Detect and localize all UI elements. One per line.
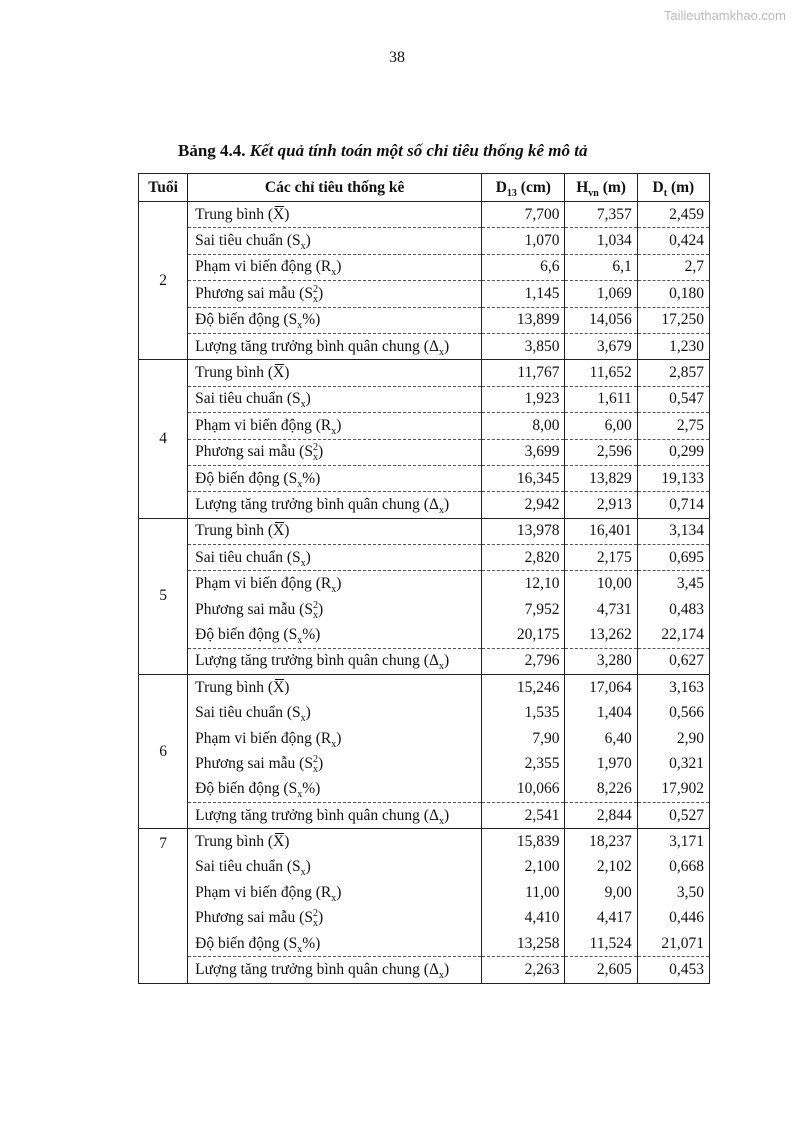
value-dt: 3,45 — [637, 571, 709, 597]
value-d13: 7,700 — [482, 202, 565, 228]
age-cell: 4 — [139, 360, 188, 518]
table-row — [139, 957, 710, 983]
value-hvn: 3,679 — [565, 333, 637, 359]
table-row — [139, 307, 710, 333]
stat-label: Độ biến động $(S_x\%)$ — [188, 777, 482, 803]
caption-label: Bảng 4.4 — [178, 141, 242, 160]
stat-label: Độ biến động $(S_x\%)$ — [188, 465, 482, 491]
value-dt: 2,75 — [637, 413, 709, 439]
header-d13: $D_{13}$ (cm) — [482, 174, 565, 202]
value-d13: 13,899 — [482, 307, 565, 333]
table-row — [139, 648, 710, 674]
table-row — [139, 571, 710, 597]
stat-label: Phương sai mẫu $(S^2_x)$ — [188, 439, 482, 465]
value-d13: 20,175 — [482, 622, 565, 648]
value-d13: 1,923 — [482, 386, 565, 412]
table-row — [139, 254, 710, 280]
table-row — [139, 751, 710, 776]
age-cell: 6 — [139, 675, 188, 829]
value-d13: 13,258 — [482, 931, 565, 957]
value-hvn: 2,844 — [565, 802, 637, 828]
value-dt: 0,547 — [637, 386, 709, 412]
value-hvn: 6,00 — [565, 413, 637, 439]
table-row — [139, 439, 710, 465]
value-d13: 7,952 — [482, 597, 565, 622]
age-group-6 — [139, 675, 710, 829]
age-cell: 5 — [139, 518, 188, 674]
value-dt: 0,453 — [637, 957, 709, 983]
table-row — [139, 777, 710, 803]
stat-label: Phạm vi biến động $(R_x)$ — [188, 571, 482, 597]
statistics-table — [138, 173, 710, 984]
x-bar-symbol: X — [272, 833, 285, 851]
age-group-5 — [139, 518, 710, 674]
value-dt: 19,133 — [637, 465, 709, 491]
value-hvn: 7,357 — [565, 202, 637, 228]
stat-label: Độ biến động $(S_x\%)$ — [188, 307, 482, 333]
value-dt: 1,230 — [637, 333, 709, 359]
stat-label: Phương sai mẫu $(S^2_x)$ — [188, 597, 482, 622]
stat-label: Lượng tăng trưởng bình quân chung $(\Delta_x)$ — [188, 802, 482, 828]
value-hvn: 16,401 — [565, 518, 637, 544]
value-d13: 2,942 — [482, 492, 565, 518]
stat-label: Lượng tăng trưởng bình quân chung $(\Delta_x)$ — [188, 492, 482, 518]
header-age: Tuổi — [139, 174, 188, 202]
value-dt: 0,566 — [637, 700, 709, 725]
value-hvn: 3,280 — [565, 648, 637, 674]
value-hvn: 9,00 — [565, 880, 637, 905]
value-hvn: 11,652 — [565, 360, 637, 386]
value-d13: 1,145 — [482, 281, 565, 307]
value-dt: 0,695 — [637, 545, 709, 571]
table-row — [139, 700, 710, 725]
page-number: 38 — [389, 49, 405, 66]
value-hvn: 8,226 — [565, 777, 637, 803]
table-row — [139, 726, 710, 751]
value-d13: 8,00 — [482, 413, 565, 439]
value-dt: 0,714 — [637, 492, 709, 518]
value-dt: 0,424 — [637, 228, 709, 254]
x-bar-symbol: X — [272, 205, 285, 223]
stat-label: Trung bình (X) — [188, 518, 482, 544]
age-cell: 7 — [139, 829, 188, 983]
value-hvn: 13,829 — [565, 465, 637, 491]
stat-label: Độ biến động $(S_x\%)$ — [188, 622, 482, 648]
stat-label: Sai tiêu chuẩn $(S_x)$ — [188, 545, 482, 571]
value-hvn: 1,611 — [565, 386, 637, 412]
value-dt: 2,90 — [637, 726, 709, 751]
value-hvn: 18,237 — [565, 829, 637, 855]
value-dt: 2,7 — [637, 254, 709, 280]
value-d13: 2,820 — [482, 545, 565, 571]
value-d13: 15,839 — [482, 829, 565, 855]
x-bar-symbol: X — [272, 678, 285, 696]
table-row — [139, 931, 710, 957]
table-row — [139, 545, 710, 571]
stat-label: Sai tiêu chuẩn $(S_x)$ — [188, 855, 482, 880]
value-hvn: 14,056 — [565, 307, 637, 333]
value-hvn: 1,404 — [565, 700, 637, 725]
value-d13: 6,6 — [482, 254, 565, 280]
value-dt: 17,250 — [637, 307, 709, 333]
value-d13: 15,246 — [482, 675, 565, 701]
stat-label: Sai tiêu chuẩn $(S_x)$ — [188, 700, 482, 725]
value-d13: 4,410 — [482, 906, 565, 931]
value-dt: 2,459 — [637, 202, 709, 228]
value-dt: 3,50 — [637, 880, 709, 905]
table-row — [139, 360, 710, 386]
stat-label: Độ biến động $(S_x\%)$ — [188, 931, 482, 957]
value-d13: 2,263 — [482, 957, 565, 983]
value-hvn: 11,524 — [565, 931, 637, 957]
value-hvn: 13,262 — [565, 622, 637, 648]
value-hvn: 6,1 — [565, 254, 637, 280]
age-group-4 — [139, 360, 710, 518]
stat-label: Lượng tăng trưởng bình quân chung $(\Delta_x)$ — [188, 648, 482, 674]
value-d13: 1,535 — [482, 700, 565, 725]
stat-label: Sai tiêu chuẩn $(S_x)$ — [188, 228, 482, 254]
caption-title: Kết quả tính toán một số chỉ tiêu thống kê mô tả — [249, 141, 588, 160]
header-dt: $D_t$ (m) — [637, 174, 709, 202]
value-d13: 3,699 — [482, 439, 565, 465]
value-dt: 0,668 — [637, 855, 709, 880]
table-row — [139, 906, 710, 931]
age-group-7 — [139, 829, 710, 983]
value-dt: 0,299 — [637, 439, 709, 465]
stat-label: Phạm vi biến động $(R_x)$ — [188, 880, 482, 905]
table-row — [139, 202, 710, 228]
value-dt: 3,163 — [637, 675, 709, 701]
value-d13: 3,850 — [482, 333, 565, 359]
stat-label: Phương sai mẫu $(S^2_x)$ — [188, 281, 482, 307]
value-d13: 2,100 — [482, 855, 565, 880]
value-d13: 10,066 — [482, 777, 565, 803]
stat-label: Lượng tăng trưởng bình quân chung $(\Delta_x)$ — [188, 957, 482, 983]
table-row — [139, 675, 710, 701]
value-d13: 12,10 — [482, 571, 565, 597]
table-row — [139, 228, 710, 254]
stat-label: Trung bình (X) — [188, 675, 482, 701]
header-stat: Các chỉ tiêu thống kê — [188, 174, 482, 202]
table-row — [139, 492, 710, 518]
stat-label: Phạm vi biến động $(R_x)$ — [188, 726, 482, 751]
value-hvn: 1,034 — [565, 228, 637, 254]
stat-label: Phương sai mẫu $(S^2_x)$ — [188, 906, 482, 931]
table-row — [139, 465, 710, 491]
table-row — [139, 281, 710, 307]
age-cell: 2 — [139, 202, 188, 360]
value-dt: 0,483 — [637, 597, 709, 622]
value-d13: 2,355 — [482, 751, 565, 776]
value-d13: 7,90 — [482, 726, 565, 751]
value-d13: 2,541 — [482, 802, 565, 828]
table-row — [139, 802, 710, 828]
value-dt: 3,171 — [637, 829, 709, 855]
table-caption — [178, 141, 588, 161]
stat-label: Trung bình (X) — [188, 360, 482, 386]
table-row — [139, 622, 710, 648]
value-hvn: 10,00 — [565, 571, 637, 597]
value-dt: 0,180 — [637, 281, 709, 307]
value-d13: 11,767 — [482, 360, 565, 386]
value-hvn: 4,417 — [565, 906, 637, 931]
table-row — [139, 880, 710, 905]
value-dt: 17,902 — [637, 777, 709, 803]
value-hvn: 4,731 — [565, 597, 637, 622]
table-row — [139, 855, 710, 880]
value-hvn: 1,069 — [565, 281, 637, 307]
caption-separator: . — [241, 141, 250, 160]
value-d13: 13,978 — [482, 518, 565, 544]
table-row — [139, 518, 710, 544]
x-bar-symbol: X — [272, 522, 285, 540]
table-row — [139, 386, 710, 412]
value-hvn: 1,970 — [565, 751, 637, 776]
value-d13: 16,345 — [482, 465, 565, 491]
stat-label: Trung bình (X) — [188, 829, 482, 855]
stat-label: Phạm vi biến động $(R_x)$ — [188, 254, 482, 280]
stat-label: Trung bình (X) — [188, 202, 482, 228]
value-dt: 2,857 — [637, 360, 709, 386]
watermark-text: Tailieuthamkhao.com — [663, 8, 786, 23]
header-hvn: $H_{vn}$ (m) — [565, 174, 637, 202]
value-dt: 0,627 — [637, 648, 709, 674]
table-header-row — [139, 174, 710, 202]
value-dt: 0,321 — [637, 751, 709, 776]
value-hvn: 2,913 — [565, 492, 637, 518]
value-dt: 3,134 — [637, 518, 709, 544]
value-d13: 2,796 — [482, 648, 565, 674]
value-d13: 1,070 — [482, 228, 565, 254]
value-hvn: 17,064 — [565, 675, 637, 701]
table-row — [139, 333, 710, 359]
x-bar-symbol: X — [272, 364, 285, 382]
stat-label: Phương sai mẫu $(S^2_x)$ — [188, 751, 482, 776]
value-dt: 0,527 — [637, 802, 709, 828]
value-dt: 0,446 — [637, 906, 709, 931]
value-dt: 21,071 — [637, 931, 709, 957]
table-row — [139, 829, 710, 855]
table-row — [139, 413, 710, 439]
age-group-2 — [139, 202, 710, 360]
value-hvn: 2,102 — [565, 855, 637, 880]
stat-label: Phạm vi biến động $(R_x)$ — [188, 413, 482, 439]
value-hvn: 2,175 — [565, 545, 637, 571]
value-hvn: 2,605 — [565, 957, 637, 983]
value-dt: 22,174 — [637, 622, 709, 648]
stat-label: Sai tiêu chuẩn $(S_x)$ — [188, 386, 482, 412]
value-hvn: 2,596 — [565, 439, 637, 465]
value-hvn: 6,40 — [565, 726, 637, 751]
value-d13: 11,00 — [482, 880, 565, 905]
stat-label: Lượng tăng trưởng bình quân chung $(\Delta_x)$ — [188, 333, 482, 359]
table-row — [139, 597, 710, 622]
